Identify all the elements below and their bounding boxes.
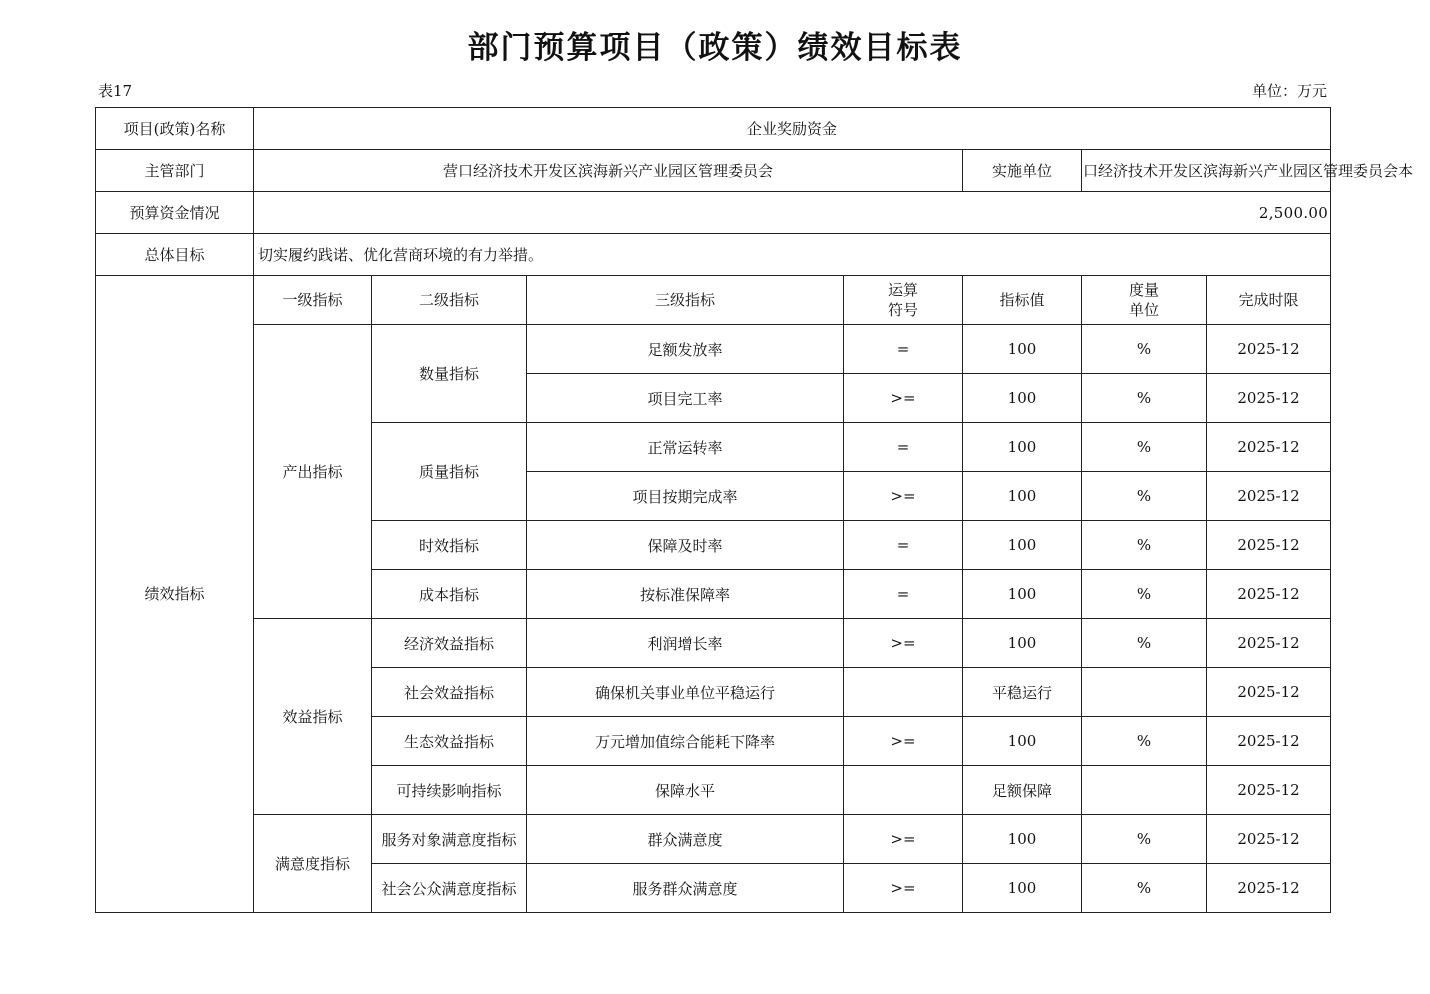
unit-cell: % [1082,423,1207,472]
l3-cell: 确保机关事业单位平稳运行 [527,668,844,717]
dept-value: 营口经济技术开发区滨海新兴产业园区管理委员会 [254,150,963,192]
l3-cell: 正常运转率 [527,423,844,472]
table-row [96,325,1331,374]
dept-label: 主管部门 [96,150,254,192]
budget-value: 2,500.00 [254,192,1331,234]
operator-cell: >= [844,472,963,521]
unit-cell: % [1082,472,1207,521]
subgroup-quality: 质量指标 [372,423,527,521]
table-number: 表17 [98,82,133,100]
value-cell: 100 [963,864,1082,913]
goal-value: 切实履约践诺、优化营商环境的有力举措。 [254,234,1331,276]
indicator-header-row [96,276,1331,325]
value-cell: 100 [963,570,1082,619]
subgroup-timeliness: 时效指标 [372,521,527,570]
unit-cell [1082,766,1207,815]
goal-row [96,234,1331,276]
value-cell: 100 [963,423,1082,472]
subgroup-social: 社会效益指标 [372,668,527,717]
value-cell: 100 [963,521,1082,570]
impl-label: 实施单位 [963,150,1082,192]
deadline-cell: 2025-12 [1207,570,1331,619]
subgroup-ecological: 生态效益指标 [372,717,527,766]
operator-cell: >= [844,864,963,913]
subgroup-economic: 经济效益指标 [372,619,527,668]
deadline-cell: 2025-12 [1207,766,1331,815]
deadline-cell: 2025-12 [1207,668,1331,717]
unit-cell: % [1082,864,1207,913]
deadline-cell: 2025-12 [1207,815,1331,864]
value-cell: 100 [963,815,1082,864]
header-l1: 一级指标 [254,276,372,325]
table-row [96,815,1331,864]
perf-label: 绩效指标 [96,276,254,913]
header-unit [1082,276,1207,325]
project-name-value: 企业奖励资金 [254,108,1331,150]
unit-cell: % [1082,815,1207,864]
header-operator-line2: 符号 [887,301,918,319]
subgroup-service-object: 服务对象满意度指标 [372,815,527,864]
deadline-cell: 2025-12 [1207,423,1331,472]
value-cell: 100 [963,374,1082,423]
project-name-row [96,108,1331,150]
department-row [96,150,1331,192]
performance-target-table [95,107,1414,913]
subgroup-sustainable: 可持续影响指标 [372,766,527,815]
unit-cell: % [1082,619,1207,668]
value-cell: 100 [963,619,1082,668]
l3-cell: 服务群众满意度 [527,864,844,913]
header-unit-line1: 度量 [1128,281,1159,299]
value-cell: 100 [963,472,1082,521]
table-row [96,619,1331,668]
deadline-cell: 2025-12 [1207,325,1331,374]
l3-cell: 按标准保障率 [527,570,844,619]
operator-cell [844,668,963,717]
budget-row [96,192,1331,234]
header-l3: 三级指标 [527,276,844,325]
l3-cell: 项目按期完成率 [527,472,844,521]
l3-cell: 群众满意度 [527,815,844,864]
operator-cell [844,766,963,815]
operator-cell: >= [844,717,963,766]
header-value: 指标值 [963,276,1082,325]
unit-cell: % [1082,570,1207,619]
unit-cell: % [1082,717,1207,766]
operator-cell: >= [844,374,963,423]
unit-cell: % [1082,374,1207,423]
goal-label: 总体目标 [96,234,254,276]
impl-value: 口经济技术开发区滨海新兴产业园区管理委员会本 [1082,150,1331,192]
operator-cell: = [844,325,963,374]
unit-cell: % [1082,325,1207,374]
operator-cell: = [844,521,963,570]
group-output: 产出指标 [254,325,372,619]
operator-cell: >= [844,815,963,864]
header-unit-line2: 单位 [1128,301,1159,319]
unit-cell [1082,668,1207,717]
budget-label: 预算资金情况 [96,192,254,234]
deadline-cell: 2025-12 [1207,717,1331,766]
l3-cell: 项目完工率 [527,374,844,423]
operator-cell: = [844,570,963,619]
operator-cell: = [844,423,963,472]
l3-cell: 保障水平 [527,766,844,815]
deadline-cell: 2025-12 [1207,619,1331,668]
l3-cell: 利润增长率 [527,619,844,668]
group-benefit: 效益指标 [254,619,372,815]
header-l2: 二级指标 [372,276,527,325]
value-cell: 足额保障 [963,766,1082,815]
subgroup-public: 社会公众满意度指标 [372,864,527,913]
header-deadline: 完成时限 [1207,276,1331,325]
header-operator [844,276,963,325]
value-cell: 平稳运行 [963,668,1082,717]
l3-cell: 保障及时率 [527,521,844,570]
header-operator-line1: 运算 [887,281,918,299]
deadline-cell: 2025-12 [1207,864,1331,913]
deadline-cell: 2025-12 [1207,374,1331,423]
unit-cell: % [1082,521,1207,570]
value-cell: 100 [963,717,1082,766]
subgroup-cost: 成本指标 [372,570,527,619]
l3-cell: 足额发放率 [527,325,844,374]
value-cell: 100 [963,325,1082,374]
subgroup-quantity: 数量指标 [372,325,527,423]
l3-cell: 万元增加值综合能耗下降率 [527,717,844,766]
group-satisfaction: 满意度指标 [254,815,372,913]
operator-cell: >= [844,619,963,668]
unit-label: 单位：万元 [1251,82,1327,100]
project-name-label: 项目(政策)名称 [96,108,254,150]
deadline-cell: 2025-12 [1207,521,1331,570]
deadline-cell: 2025-12 [1207,472,1331,521]
page-title: 部门预算项目（政策）绩效目标表 [467,30,963,66]
